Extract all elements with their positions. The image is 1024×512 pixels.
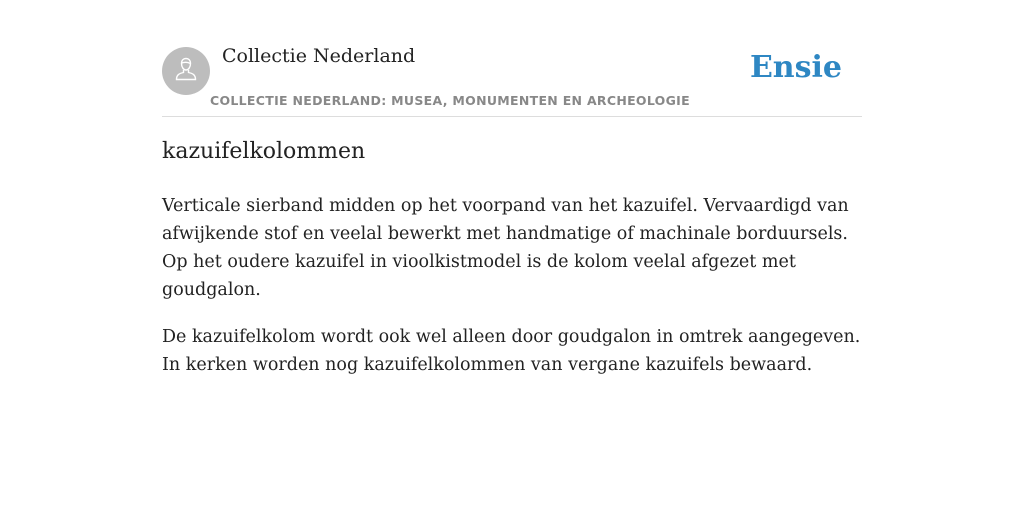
avatar[interactable] — [162, 47, 210, 95]
user-icon — [171, 54, 201, 89]
entry-definition — [162, 192, 866, 398]
author-name[interactable]: Collectie Nederland — [222, 45, 416, 67]
definition-paragraph: Verticale sierband midden op het voorpand van het kazuifel. Vervaardigd van afwijkende stof en veelal bewerkt met handmatige of machinale borduursels. Op het oudere kazuifel in vioolkistmodel is de kolom veelal afgezet met goudgalon. — [162, 196, 849, 300]
definition-paragraph: De kazuifelkolom wordt ook wel alleen door goudgalon in omtrek aangegeven. In kerken worden nog kazuifelkolommen van vergane kazuifels bewaard. — [162, 327, 861, 375]
brand-logo[interactable]: Ensie — [749, 50, 842, 85]
entry-term: kazuifelkolommen — [162, 139, 366, 164]
entry-header — [162, 40, 862, 117]
source-collection[interactable]: COLLECTIE NEDERLAND: MUSEA, MONUMENTEN EN ARCHEOLOGIE — [210, 93, 690, 108]
